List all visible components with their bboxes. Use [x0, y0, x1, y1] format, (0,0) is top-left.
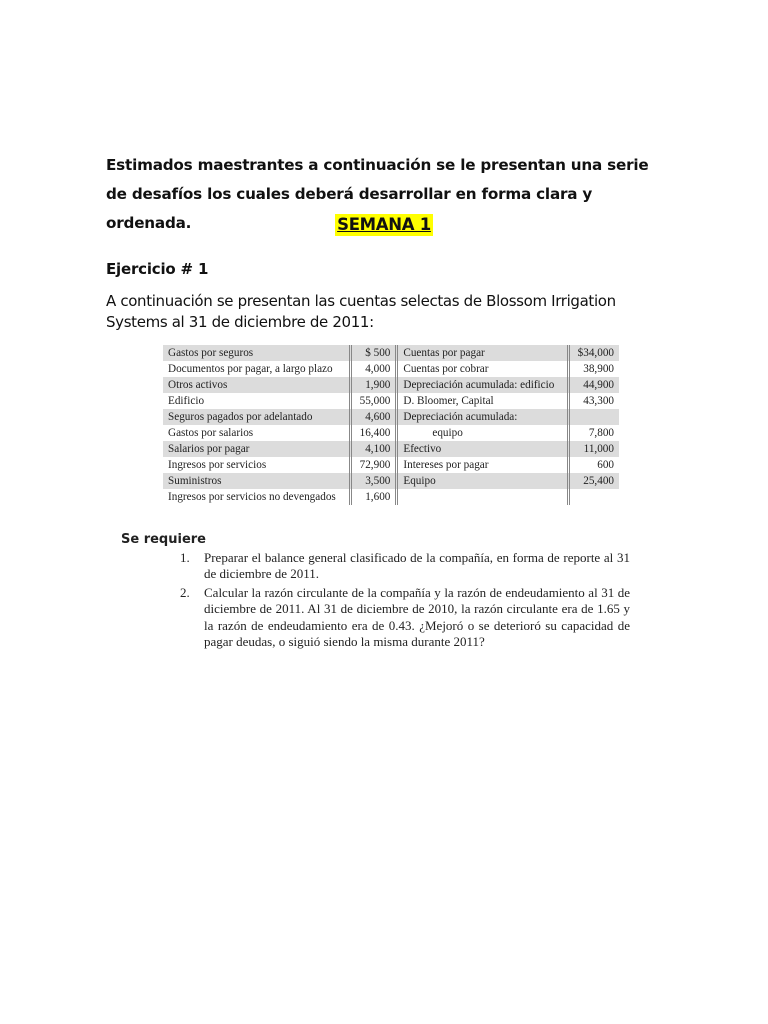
accounts-table	[163, 345, 619, 505]
account-name: Equipo	[397, 473, 569, 489]
list-item	[160, 550, 630, 583]
list-item	[160, 585, 630, 651]
account-amount: 38,900	[569, 361, 619, 377]
exercise-intro: A continuación se presentan las cuentas selectas de Blossom Irrigation Systems al 31 de diciembre de 2011:	[106, 292, 616, 331]
table-row	[163, 393, 619, 409]
account-amount: 4,100	[351, 441, 397, 457]
account-name: Gastos por salarios	[163, 425, 351, 441]
account-name: Depreciación acumulada: edificio	[397, 377, 569, 393]
account-amount: 4,000	[351, 361, 397, 377]
item-text: Calcular la razón circulante de la compañía y la razón de endeudamiento al 31 de diciembre de 2011. Al 31 de diciembre de 2010, la razón circulante era de 1.65 y la razón de endeudamiento era de 0.43. ¿Mejoró o se deterioró su capacidad de pagar deudas, o siguió siendo la misma durante 2011?	[204, 584, 630, 650]
table-row	[163, 361, 619, 377]
account-name: Ingresos por servicios no devengados	[163, 489, 351, 505]
account-amount: $34,000	[569, 345, 619, 361]
account-amount: 7,800	[569, 425, 619, 441]
account-name: equipo	[397, 425, 569, 441]
requirements-list	[160, 550, 630, 652]
account-name: Edificio	[163, 393, 351, 409]
account-name: Cuentas por cobrar	[397, 361, 569, 377]
account-amount: 43,300	[569, 393, 619, 409]
table-row	[163, 345, 619, 361]
item-number: 2.	[180, 584, 190, 600]
exercise-title: Ejercicio # 1	[106, 260, 209, 278]
account-amount: 72,900	[351, 457, 397, 473]
account-name: Documentos por pagar, a largo plazo	[163, 361, 351, 377]
account-name: Depreciación acumulada:	[397, 409, 569, 425]
table-row	[163, 409, 619, 425]
account-name: Ingresos por servicios	[163, 457, 351, 473]
account-amount: 600	[569, 457, 619, 473]
account-amount: 16,400	[351, 425, 397, 441]
account-amount: 25,400	[569, 473, 619, 489]
account-name: D. Bloomer, Capital	[397, 393, 569, 409]
table-row	[163, 441, 619, 457]
account-amount	[569, 489, 619, 505]
table-row	[163, 473, 619, 489]
account-amount: $ 500	[351, 345, 397, 361]
account-name: Efectivo	[397, 441, 569, 457]
account-name: Otros activos	[163, 377, 351, 393]
account-amount: 1,600	[351, 489, 397, 505]
account-amount: 11,000	[569, 441, 619, 457]
account-amount	[569, 409, 619, 425]
account-name: Seguros pagados por adelantado	[163, 409, 351, 425]
account-name	[397, 489, 569, 505]
account-amount: 3,500	[351, 473, 397, 489]
account-name: Salarios por pagar	[163, 441, 351, 457]
table-row	[163, 377, 619, 393]
account-amount: 1,900	[351, 377, 397, 393]
account-amount: 44,900	[569, 377, 619, 393]
account-name: Cuentas por pagar	[397, 345, 569, 361]
item-number: 1.	[180, 550, 190, 565]
intro-paragraph: Estimados maestrantes a continuación se le presentan una serie de desafíos los cuales deberá desarrollar en forma clara y ordenada.	[106, 156, 649, 232]
item-text: Preparar el balance general clasificado de la compañía, en forma de reporte al 31 de diciembre de 2011.	[204, 550, 630, 582]
week-title: SEMANA 1	[337, 215, 431, 234]
account-amount: 55,000	[351, 393, 397, 409]
table-row	[163, 457, 619, 473]
table-row	[163, 425, 619, 441]
account-name: Gastos por seguros	[163, 345, 351, 361]
table-row	[163, 489, 619, 505]
account-name: Intereses por pagar	[397, 457, 569, 473]
week-heading	[0, 214, 768, 236]
account-name: Suministros	[163, 473, 351, 489]
requirements-title: Se requiere	[121, 532, 206, 547]
account-amount: 4,600	[351, 409, 397, 425]
